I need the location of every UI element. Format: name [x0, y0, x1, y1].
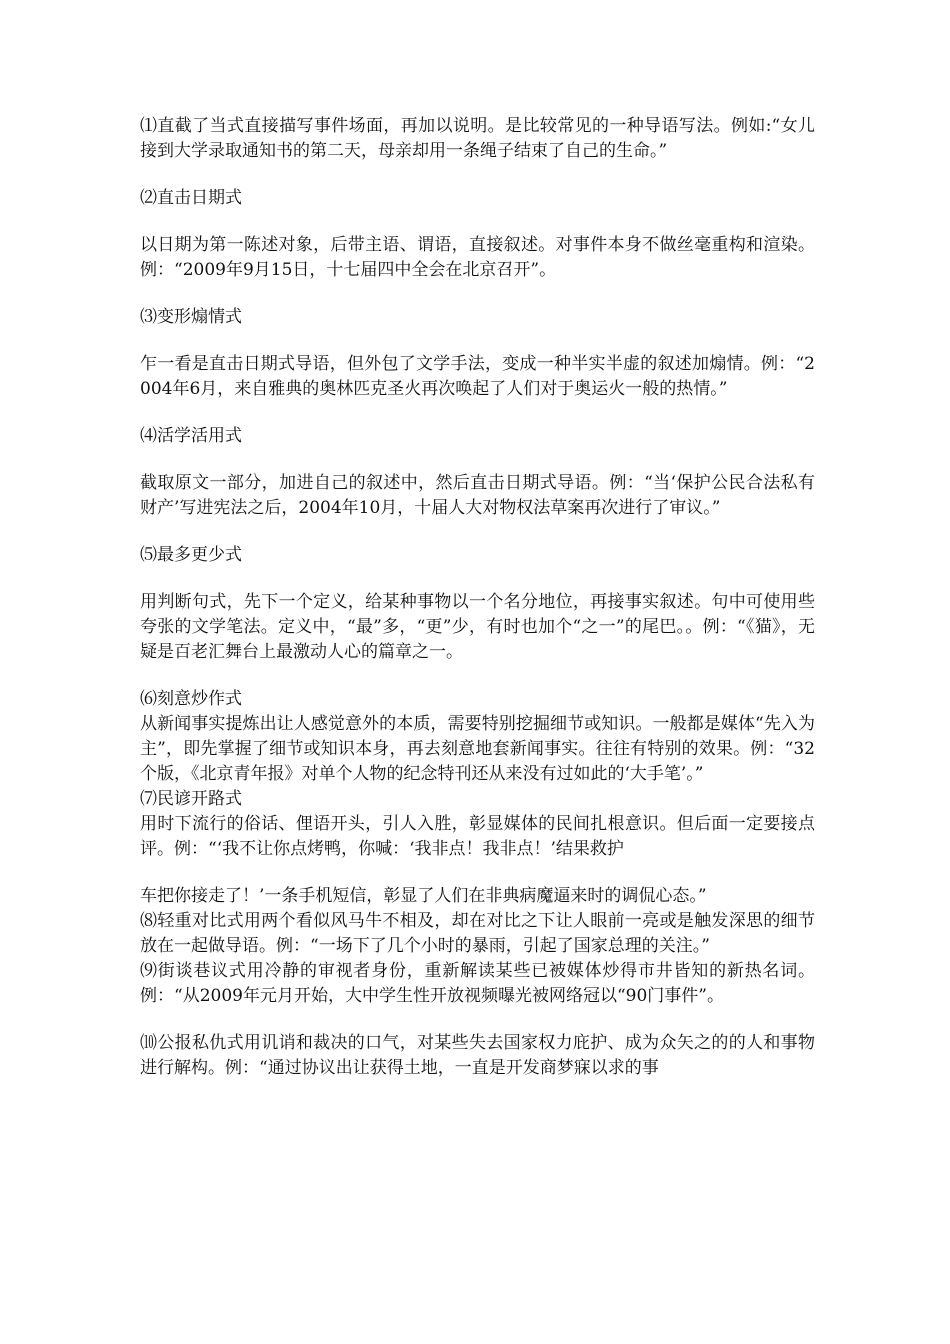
heading-superlative-style: ⑸最多更少式 [140, 545, 242, 565]
paragraph-proverb-continued: 车把你接走了！’一条手机短信，彰显了人们在非典病魔逼来时的调侃心态。” [140, 886, 707, 906]
paragraph-superlative-style: 用判断句式，先下一个定义，给某种事物以一个名分地位，再接事实叙述。句中可使用些夸张的文学笔法。定义中，“最”多，“更”少，有时也加个“之一”的尾巴。。例：“《猫》，无疑是百老汇舞台上最激动人心的篇章之一。 [140, 592, 815, 662]
paragraph-direct-style: ⑴直截了当式直接描写事件场面，再加以说明。是比较常见的一种导语写法。例如:“女儿接到大学录取通知书的第二天，母亲却用一条绳子结束了自己的生命。” [140, 116, 815, 161]
paragraph-proverb-style: 用时下流行的俗话、俚语开头，引人入胜，彰显媒体的民间扎根意识。但后面一定要接点评。例：“‘我不让你点烤鸭，你喊：‘我非点！我非点！’结果救护 [140, 814, 815, 859]
paragraph-sensational-style: 乍一看是直击日期式导语，但外包了文学手法，变成一种半实半虚的叙述加煽情。例：“2004年6月，来自雅典的奥林匹克圣火再次唤起了人们对于奥运火一般的热情。” [140, 354, 815, 399]
paragraph-date-style: 以日期为第一陈述对象，后带主语、谓语，直接叙述。对事件本身不做丝毫重构和渲染。例：“2009年9月15日，十七届四中全会在北京召开”。 [140, 235, 815, 280]
heading-quote-style: ⑷活学活用式 [140, 426, 242, 446]
heading-sensational-style: ⑶变形煽情式 [140, 307, 242, 327]
paragraph-hype-style: 从新闻事实提炼出让人感觉意外的本质，需要特别挖掘细节或知识。一般都是媒体“先入为主”，即先掌握了细节或知识本身，再去刻意地套新闻事实。往往有特别的效果。例：“32个版，《北京青年报》对单个人物的纪念特刊还从来没有过如此的‘大手笔’。” [140, 714, 815, 784]
document-page [140, 114, 815, 1081]
heading-date-style: ⑵直击日期式 [140, 188, 242, 208]
heading-proverb-style: ⑺民谚开路式 [140, 789, 242, 809]
paragraph-street-talk-style: ⑼街谈巷议式用冷静的审视者身份，重新解读某些已被媒体炒得市井皆知的新热名词。例：“从2009年元月开始，大中学生性开放视频曝光被网络冠以“90门事件”。 [140, 961, 815, 1006]
paragraph-critique-style: ⑽公报私仇式用讥诮和裁决的口气，对某些失去国家权力庇护、成为众矢之的的人和事物进行解构。例：“通过协议出让获得土地，一直是开发商梦寐以求的事 [140, 1033, 815, 1078]
paragraph-contrast-style: ⑻轻重对比式用两个看似风马牛不相及，却在对比之下让人眼前一亮或是触发深思的细节放在一起做导语。例：“一场下了几个小时的暴雨，引起了国家总理的关注。” [140, 911, 815, 956]
heading-hype-style: ⑹刻意炒作式 [140, 689, 242, 709]
paragraph-quote-style: 截取原文一部分，加进自己的叙述中，然后直击日期式导语。例：“当‘保护公民合法私有财产’写进宪法之后，2004年10月，十届人大对物权法草案再次进行了审议。” [140, 473, 815, 518]
